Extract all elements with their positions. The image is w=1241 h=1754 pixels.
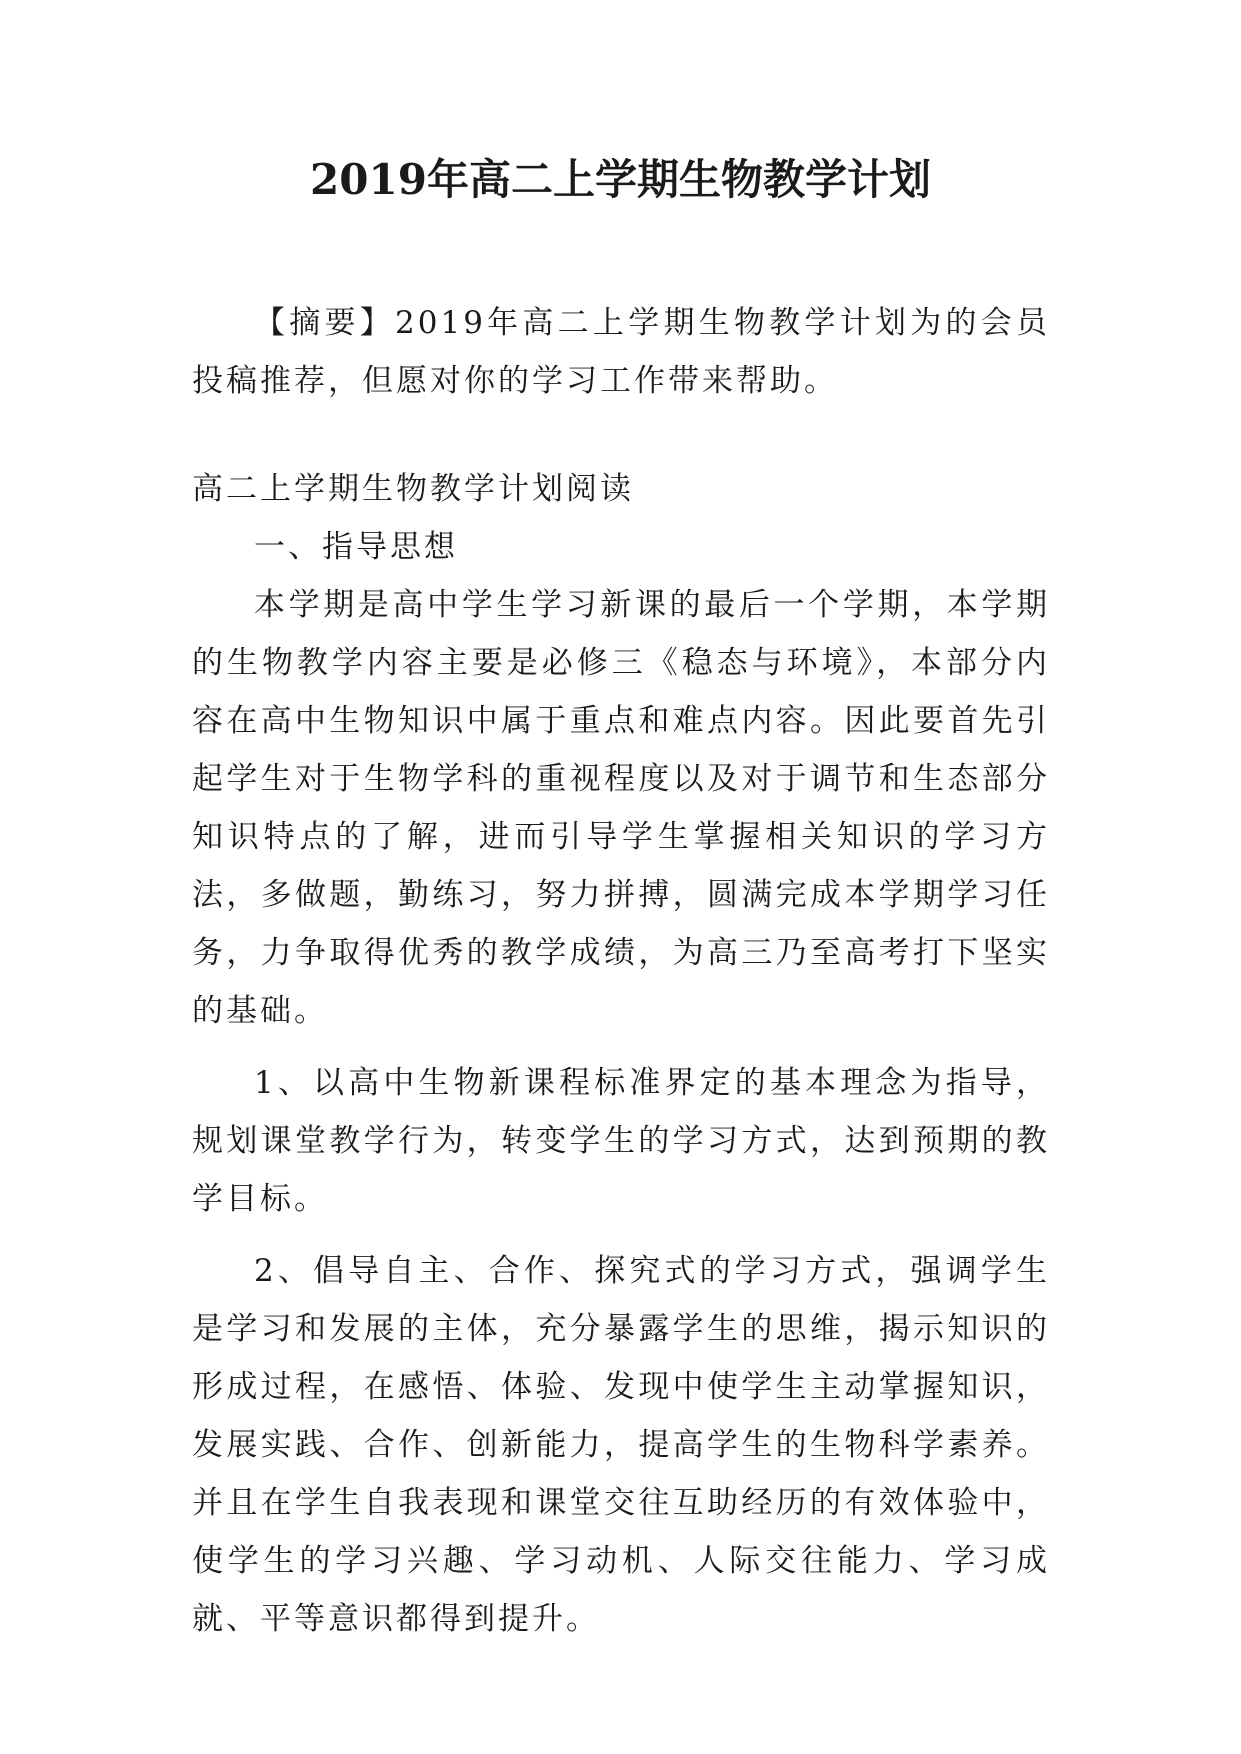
main-body — [192, 576, 1050, 1648]
reading-heading-block — [192, 460, 1050, 518]
section-heading: 一、指导思想 — [254, 529, 458, 565]
abstract-paragraph: 【摘要】2019年高二上学期生物教学计划为的会员投稿推荐，但愿对你的学习工作带来帮助。 — [192, 305, 1050, 399]
document-title: 2019年高二上学期生物教学计划 — [310, 155, 931, 204]
abstract-block — [192, 294, 1050, 410]
section-heading-block — [192, 518, 1050, 576]
reading-heading: 高二上学期生物教学计划阅读 — [192, 471, 634, 507]
body-paragraph: 1、以高中生物新课程标准界定的基本理念为指导，规划课堂教学行为，转变学生的学习方式，达到预期的教学目标。 — [192, 1065, 1050, 1217]
body-paragraph: 本学期是高中学生学习新课的最后一个学期，本学期的生物教学内容主要是必修三《稳态与环境》，本部分内容在高中生物知识中属于重点和难点内容。因此要首先引起学生对于生物学科的重视程度以及对于调节和生态部分知识特点的了解，进而引导学生掌握相关知识的学习方法，多做题，勤练习，努力拼搏，圆满完成本学期学习任务，力争取得优秀的教学成绩，为高三乃至高考打下坚实的基础。 — [192, 587, 1050, 1029]
body-paragraph: 2、倡导自主、合作、探究式的学习方式，强调学生是学习和发展的主体，充分暴露学生的思维，揭示知识的形成过程，在感悟、体验、发现中使学生主动掌握知识，发展实践、合作、创新能力，提高学生的生物科学素养。并且在学生自我表现和课堂交往互助经历的有效体验中，使学生的学习兴趣、学习动机、人际交往能力、学习成就、平等意识都得到提升。 — [192, 1253, 1050, 1637]
